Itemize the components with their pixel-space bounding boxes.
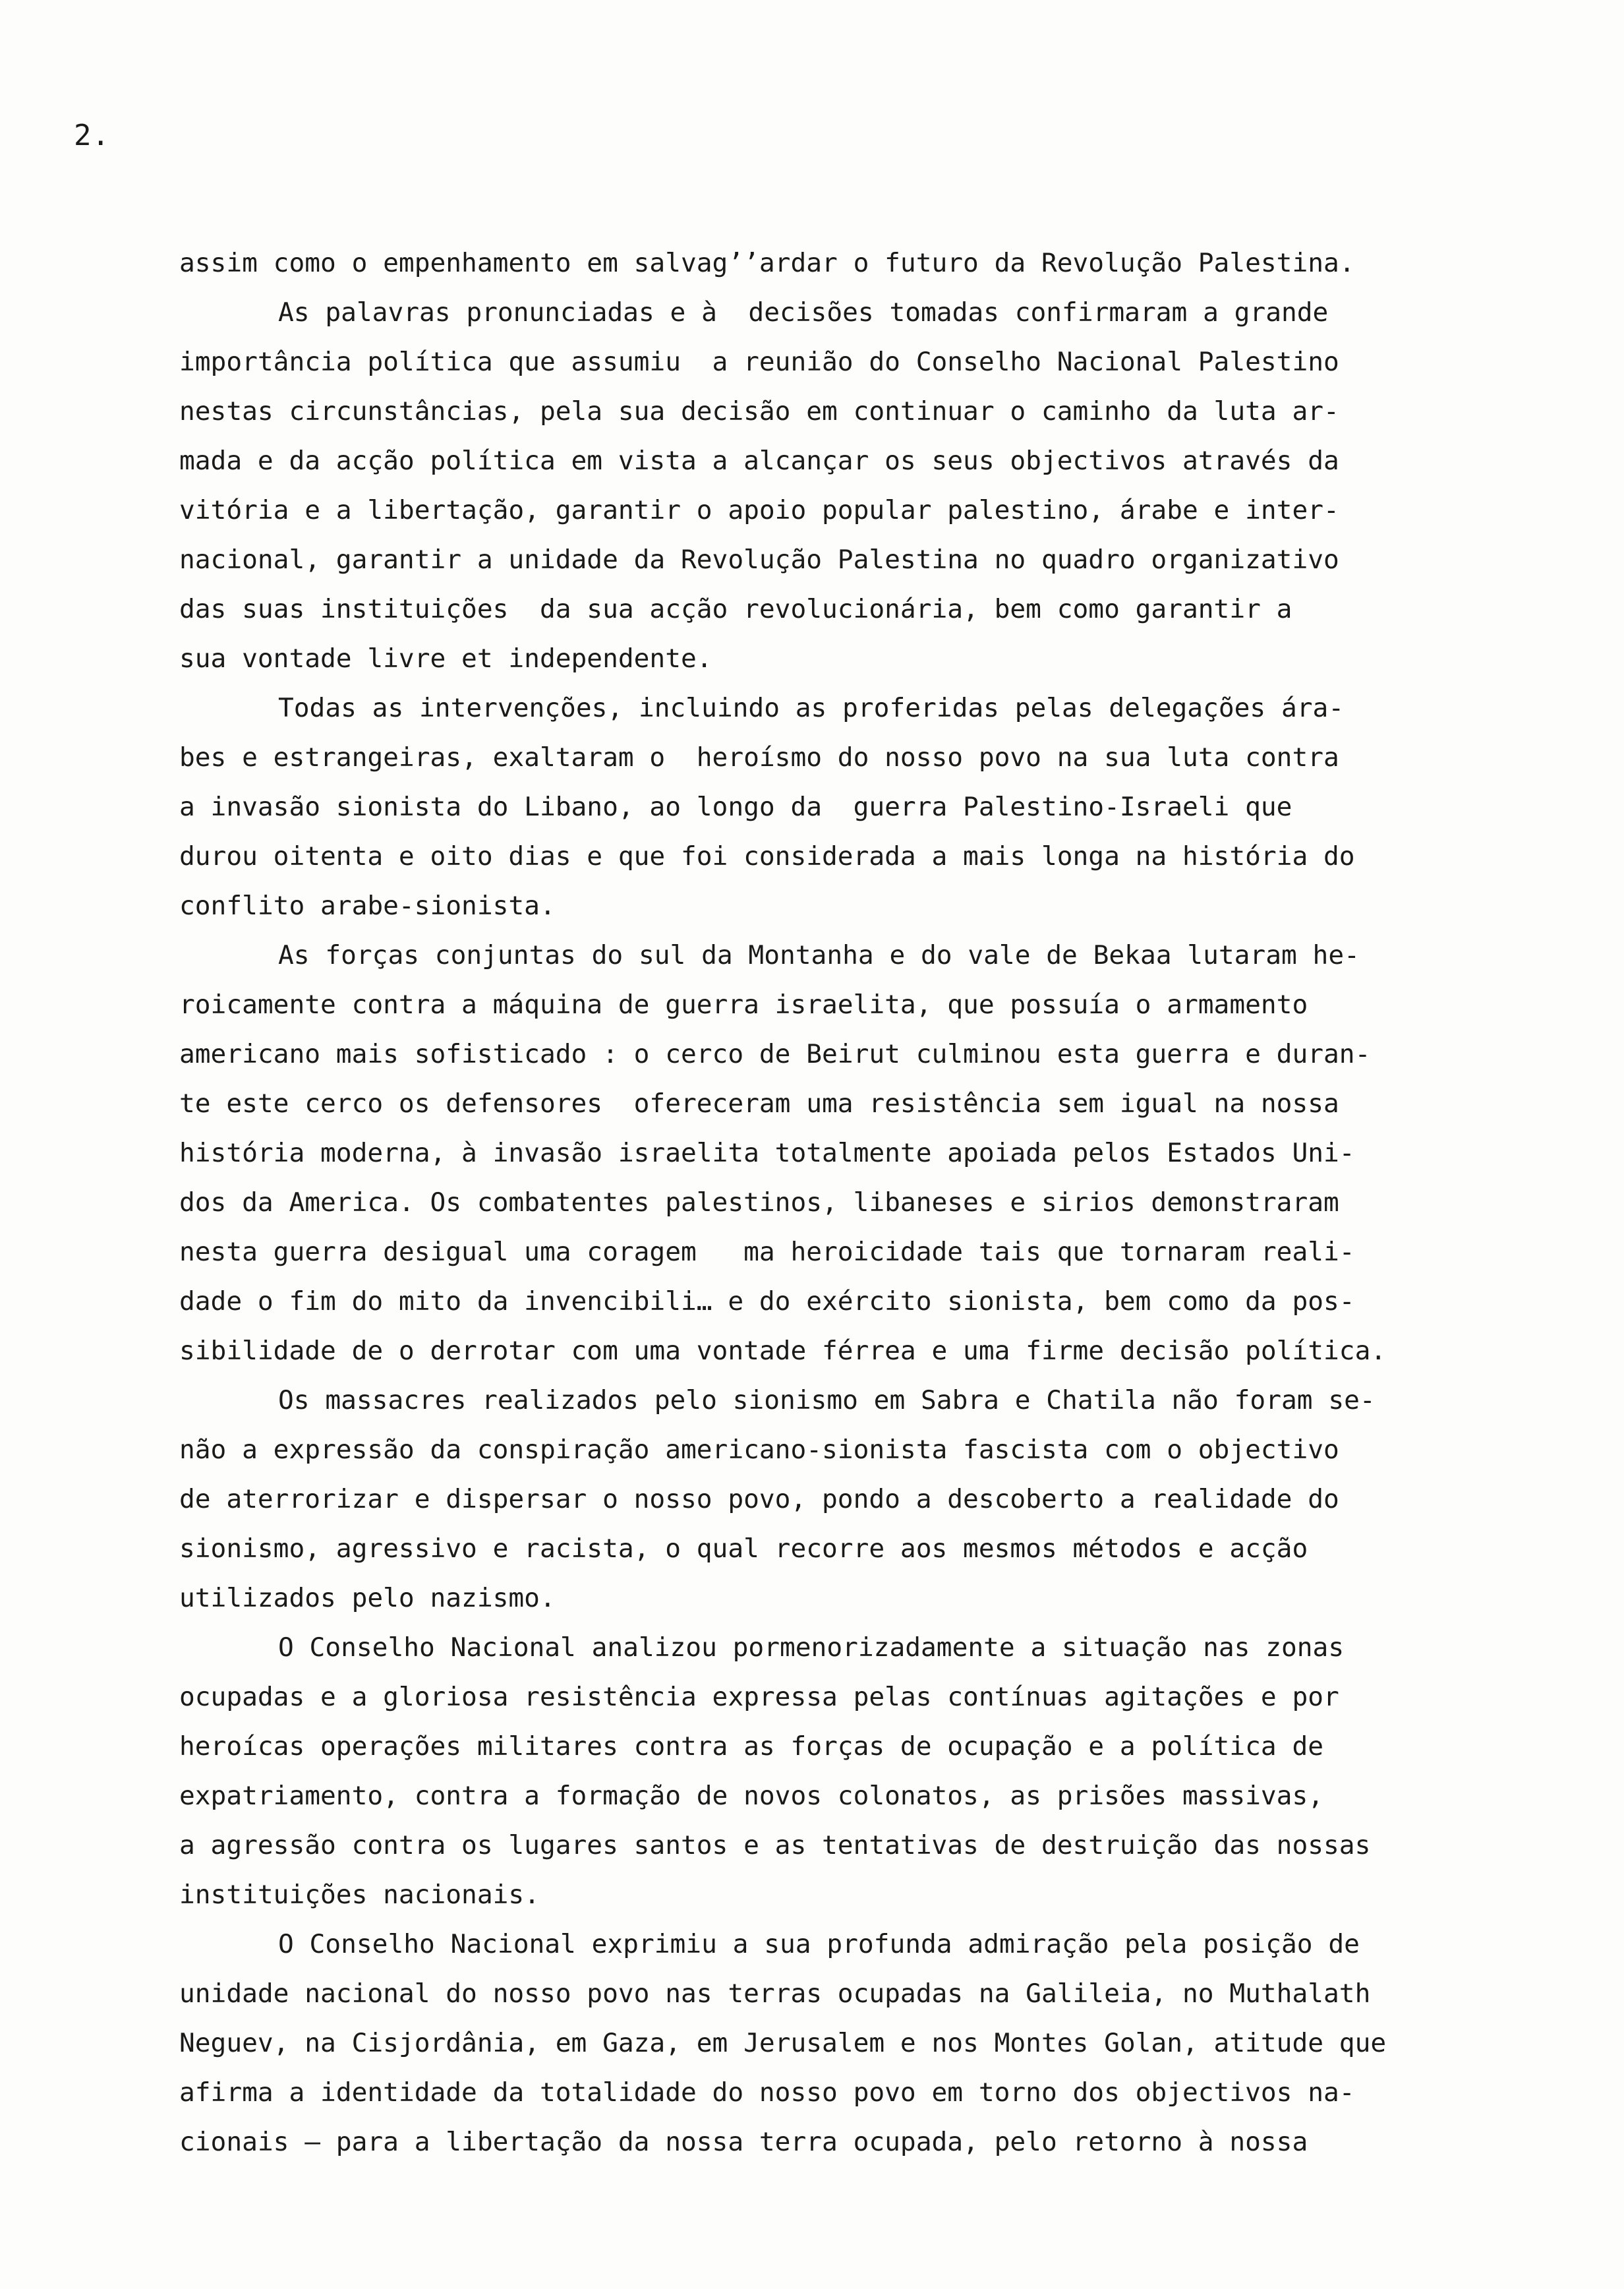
text-line: vitória e a libertação, garantir o apoio popular palestino, árabe e inter- [179, 495, 1339, 525]
body-text [179, 239, 1458, 2167]
text-line: sibilidade de o derrotar com uma vontade férrea e uma firme decisão política. [179, 1336, 1387, 1366]
text-line: utilizados pelo nazismo. [179, 1583, 556, 1613]
text-line: não a expressão da conspiração americano-sionista fascista com o objectivo [179, 1435, 1339, 1465]
text-line: expatriamento, contra a formação de novos colonatos, as prisões massivas, [179, 1781, 1324, 1811]
paragraph-first-line: O Conselho Nacional analizou pormenorizadamente a situação nas zonas [278, 1632, 1345, 1663]
text-line: das suas instituições da sua acção revolucionária, bem como garantir a [179, 594, 1292, 624]
paragraph-first-line: Todas as intervenções, incluindo as proferidas pelas delegações ára- [278, 693, 1345, 723]
text-line: te este cerco os defensores ofereceram uma resistência sem igual na nossa [179, 1088, 1339, 1119]
text-line: dade o fim do mito da invencibili… e do exército sionista, bem como da pos- [179, 1286, 1355, 1317]
text-line: dos da America. Os combatentes palestinos, libaneses e sirios demonstraram [179, 1187, 1339, 1218]
text-line: sionismo, agressivo e racista, o qual recorre aos mesmos métodos e acção [179, 1533, 1308, 1564]
text-line: assim como o empenhamento em salvag’’ardar o futuro da Revolução Palestina. [179, 248, 1355, 278]
text-line: heroícas operações militares contra as forças de ocupação e a política de [179, 1731, 1324, 1762]
text-line: de aterrorizar e dispersar o nosso povo, pondo a descoberto a realidade do [179, 1484, 1339, 1514]
paragraph-first-line: As palavras pronunciadas e à decisões tomadas confirmaram a grande [278, 297, 1329, 328]
text-line: nestas circunstâncias, pela sua decisão em continuar o caminho da luta ar- [179, 396, 1339, 427]
text-line: Neguev, na Cisjordânia, em Gaza, em Jerusalem e nos Montes Golan, atitude que [179, 2028, 1387, 2058]
text-line: mada e da acção política em vista a alcançar os seus objectivos através da [179, 446, 1339, 476]
text-line: ocupadas e a gloriosa resistência expressa pelas contínuas agitações e por [179, 1682, 1339, 1712]
text-line: história moderna, à invasão israelita totalmente apoiada pelos Estados Uni- [179, 1138, 1355, 1168]
text-line: roicamente contra a máquina de guerra israelita, que possuía o armamento [179, 990, 1308, 1020]
text-line: unidade nacional do nosso povo nas terras ocupadas na Galileia, no Muthalath [179, 1978, 1371, 2009]
text-line: a agressão contra os lugares santos e as tentativas de destruição das nossas [179, 1830, 1371, 1860]
paragraph-first-line: As forças conjuntas do sul da Montanha e do vale de Bekaa lutaram he- [278, 940, 1360, 970]
text-line: a invasão sionista do Libano, ao longo da guerra Palestino-Israeli que [179, 792, 1292, 822]
text-line: afirma a identidade da totalidade do nosso povo em torno dos objectivos na- [179, 2077, 1355, 2108]
text-line: durou oitenta e oito dias e que foi considerada a mais longa na história do [179, 841, 1355, 872]
text-line: bes e estrangeiras, exaltaram o heroísmo do nosso povo na sua luta contra [179, 742, 1339, 773]
text-line: cionais — para a libertação da nossa terra ocupada, pelo retorno à nossa [179, 2127, 1308, 2157]
paragraph-first-line: Os massacres realizados pelo sionismo em Sabra e Chatila não foram se- [278, 1385, 1376, 1415]
page-number: 2. [74, 119, 110, 152]
text-line: importância política que assumiu a reunião do Conselho Nacional Palestino [179, 347, 1339, 377]
text-line: nacional, garantir a unidade da Revolução Palestina no quadro organizativo [179, 545, 1339, 575]
text-line: sua vontade livre et independente. [179, 643, 712, 674]
text-line: instituições nacionais. [179, 1880, 540, 1910]
text-line: nesta guerra desigual uma coragem ma heroicidade tais que tornaram reali- [179, 1237, 1355, 1267]
text-line: conflito arabe-sionista. [179, 891, 556, 921]
paragraph-first-line: O Conselho Nacional exprimiu a sua profunda admiração pela posição de [278, 1929, 1360, 1959]
text-line: americano mais sofisticado : o cerco de Beirut culminou esta guerra e duran- [179, 1039, 1371, 1069]
